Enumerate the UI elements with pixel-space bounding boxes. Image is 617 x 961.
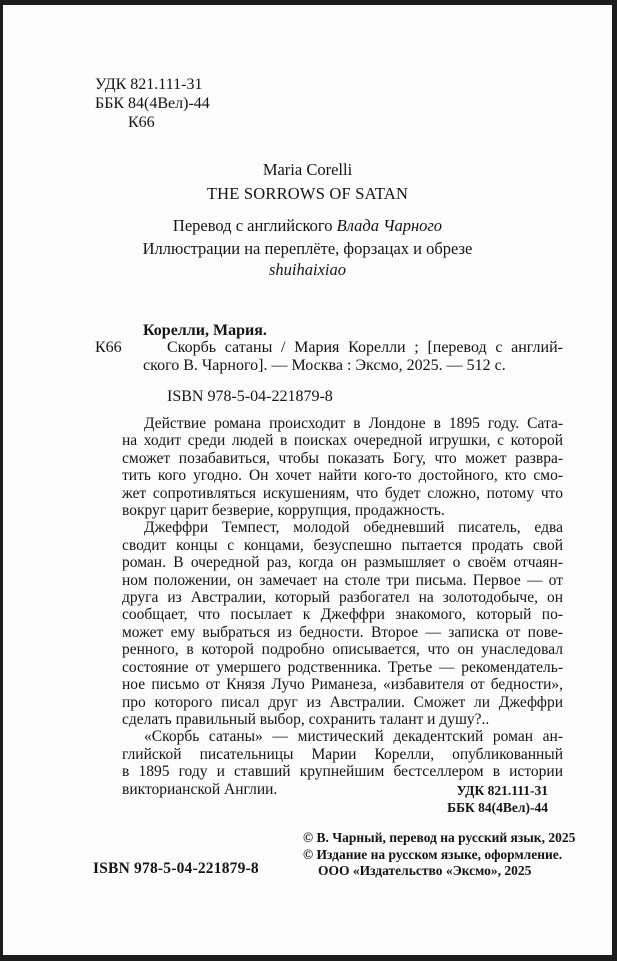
text-line: © В. Чарный, перевод на русский язык, 2025: [303, 830, 576, 845]
author-sign-code: К66: [128, 114, 155, 131]
illustrator-name: shuihaixiao: [269, 260, 346, 279]
text-line: © Издание на русском языке, оформление.: [303, 846, 563, 862]
text-line: состояние от умершего родственника. Третье — рекомендатель-: [122, 658, 563, 676]
annotation-paragraph: [122, 519, 563, 728]
text-line: сможет позабавиться, чтобы показать Богу, что может развра-: [122, 449, 563, 467]
translator-name: Влада Чарного: [336, 216, 443, 235]
text-line: ООО «Издательство «Эксмо», 2025: [318, 863, 532, 879]
original-author: Maria Corelli: [262, 160, 353, 179]
original-title: THE SORROWS OF SATAN: [206, 184, 409, 203]
udk-code-bottom: УДК 821.111-31: [456, 783, 548, 798]
isbn-bottom: ISBN 978-5-04-221879-8: [93, 860, 259, 877]
text-line: в 1895 году и ставший крупнейшим бестселлером в истории: [122, 763, 563, 781]
illustration-credit: Иллюстрации на переплёте, форзацах и обрезе: [142, 239, 473, 258]
text-line: Действие романа происходит в Лондоне в 1895 году. Сата-: [144, 415, 563, 432]
text-line: тить кого угодно. Он хочет найти кого-то достойного, кто смо-: [122, 467, 563, 485]
bbk-code: ББК 84(4Вел)-44: [95, 95, 210, 112]
bottom-catalog-codes: [447, 782, 548, 816]
text-line: ского В. Чарного]. — Москва : Эксмо, 2025. — 512 с.: [143, 356, 506, 374]
text-line: друга из Австралии, который разбогател на золотодобыче, он: [122, 589, 563, 607]
text-line: сообщает, что посылает к Джеффри знакомого, который по-: [122, 606, 563, 624]
text-line: ном положении, он замечает на столе три письма. Первое — от: [122, 571, 563, 589]
annotation-text: [122, 415, 563, 798]
text-line: на ходит среди людей в поисках очередной игрушки, с которой: [122, 432, 563, 450]
text-line: ренного, в которой подробно описывается, что он унаследовал: [122, 641, 563, 659]
text-line: жет сопротивляться искушениям, что будет сложно, потому что: [122, 484, 563, 502]
text-line: викторианской Англии.: [122, 780, 278, 798]
udk-code: УДК 821.111-31: [95, 76, 203, 93]
text-line: сводит концы с концами, безуспешно пытается продать свой: [122, 536, 563, 554]
annotation-paragraph: [122, 415, 563, 519]
text-line: может ему выбраться из бедности. Второе — записка от пове-: [122, 623, 563, 641]
text-line: ное письмо от Князя Лучо Риманеза, «избавителя от бедности»,: [122, 676, 563, 694]
text-line: Джеффри Темпест, молодой обедневший писатель, едва: [144, 519, 563, 537]
text-line: сделать правильный выбор, сохранить талант и душу?..: [122, 710, 490, 728]
text-line: роман. В очередной раз, когда он размышляет о своём отчаян-: [122, 554, 563, 572]
catalog-author-code: К66: [95, 339, 122, 356]
text-line: про которого писал друг из Австралии. Сможет ли Джеффри: [122, 693, 563, 711]
top-catalog-codes: [95, 75, 210, 132]
catalog-isbn: ISBN 978-5-04-221879-8: [167, 388, 333, 405]
text-line: глийской писательницы Марии Корелли, опубликованный: [122, 745, 563, 763]
translation-credit-prefix: Перевод с английского: [172, 216, 337, 235]
text-line: Скорбь сатаны / Мария Корелли ; [перевод с англий-: [167, 339, 563, 356]
catalog-entry: [143, 339, 563, 375]
text-line: вокруг царит безверие, коррупция, продажность.: [122, 502, 445, 520]
copyright-block: [303, 830, 575, 880]
bbk-code-bottom: ББК 84(4Вел)-44: [447, 800, 548, 815]
title-block: [3, 160, 612, 280]
text-line: «Скорбь сатаны» — мистический декадентский роман ан-: [144, 728, 563, 746]
catalog-author-heading: Корелли, Мария.: [143, 322, 267, 339]
translation-credit: [3, 216, 612, 236]
